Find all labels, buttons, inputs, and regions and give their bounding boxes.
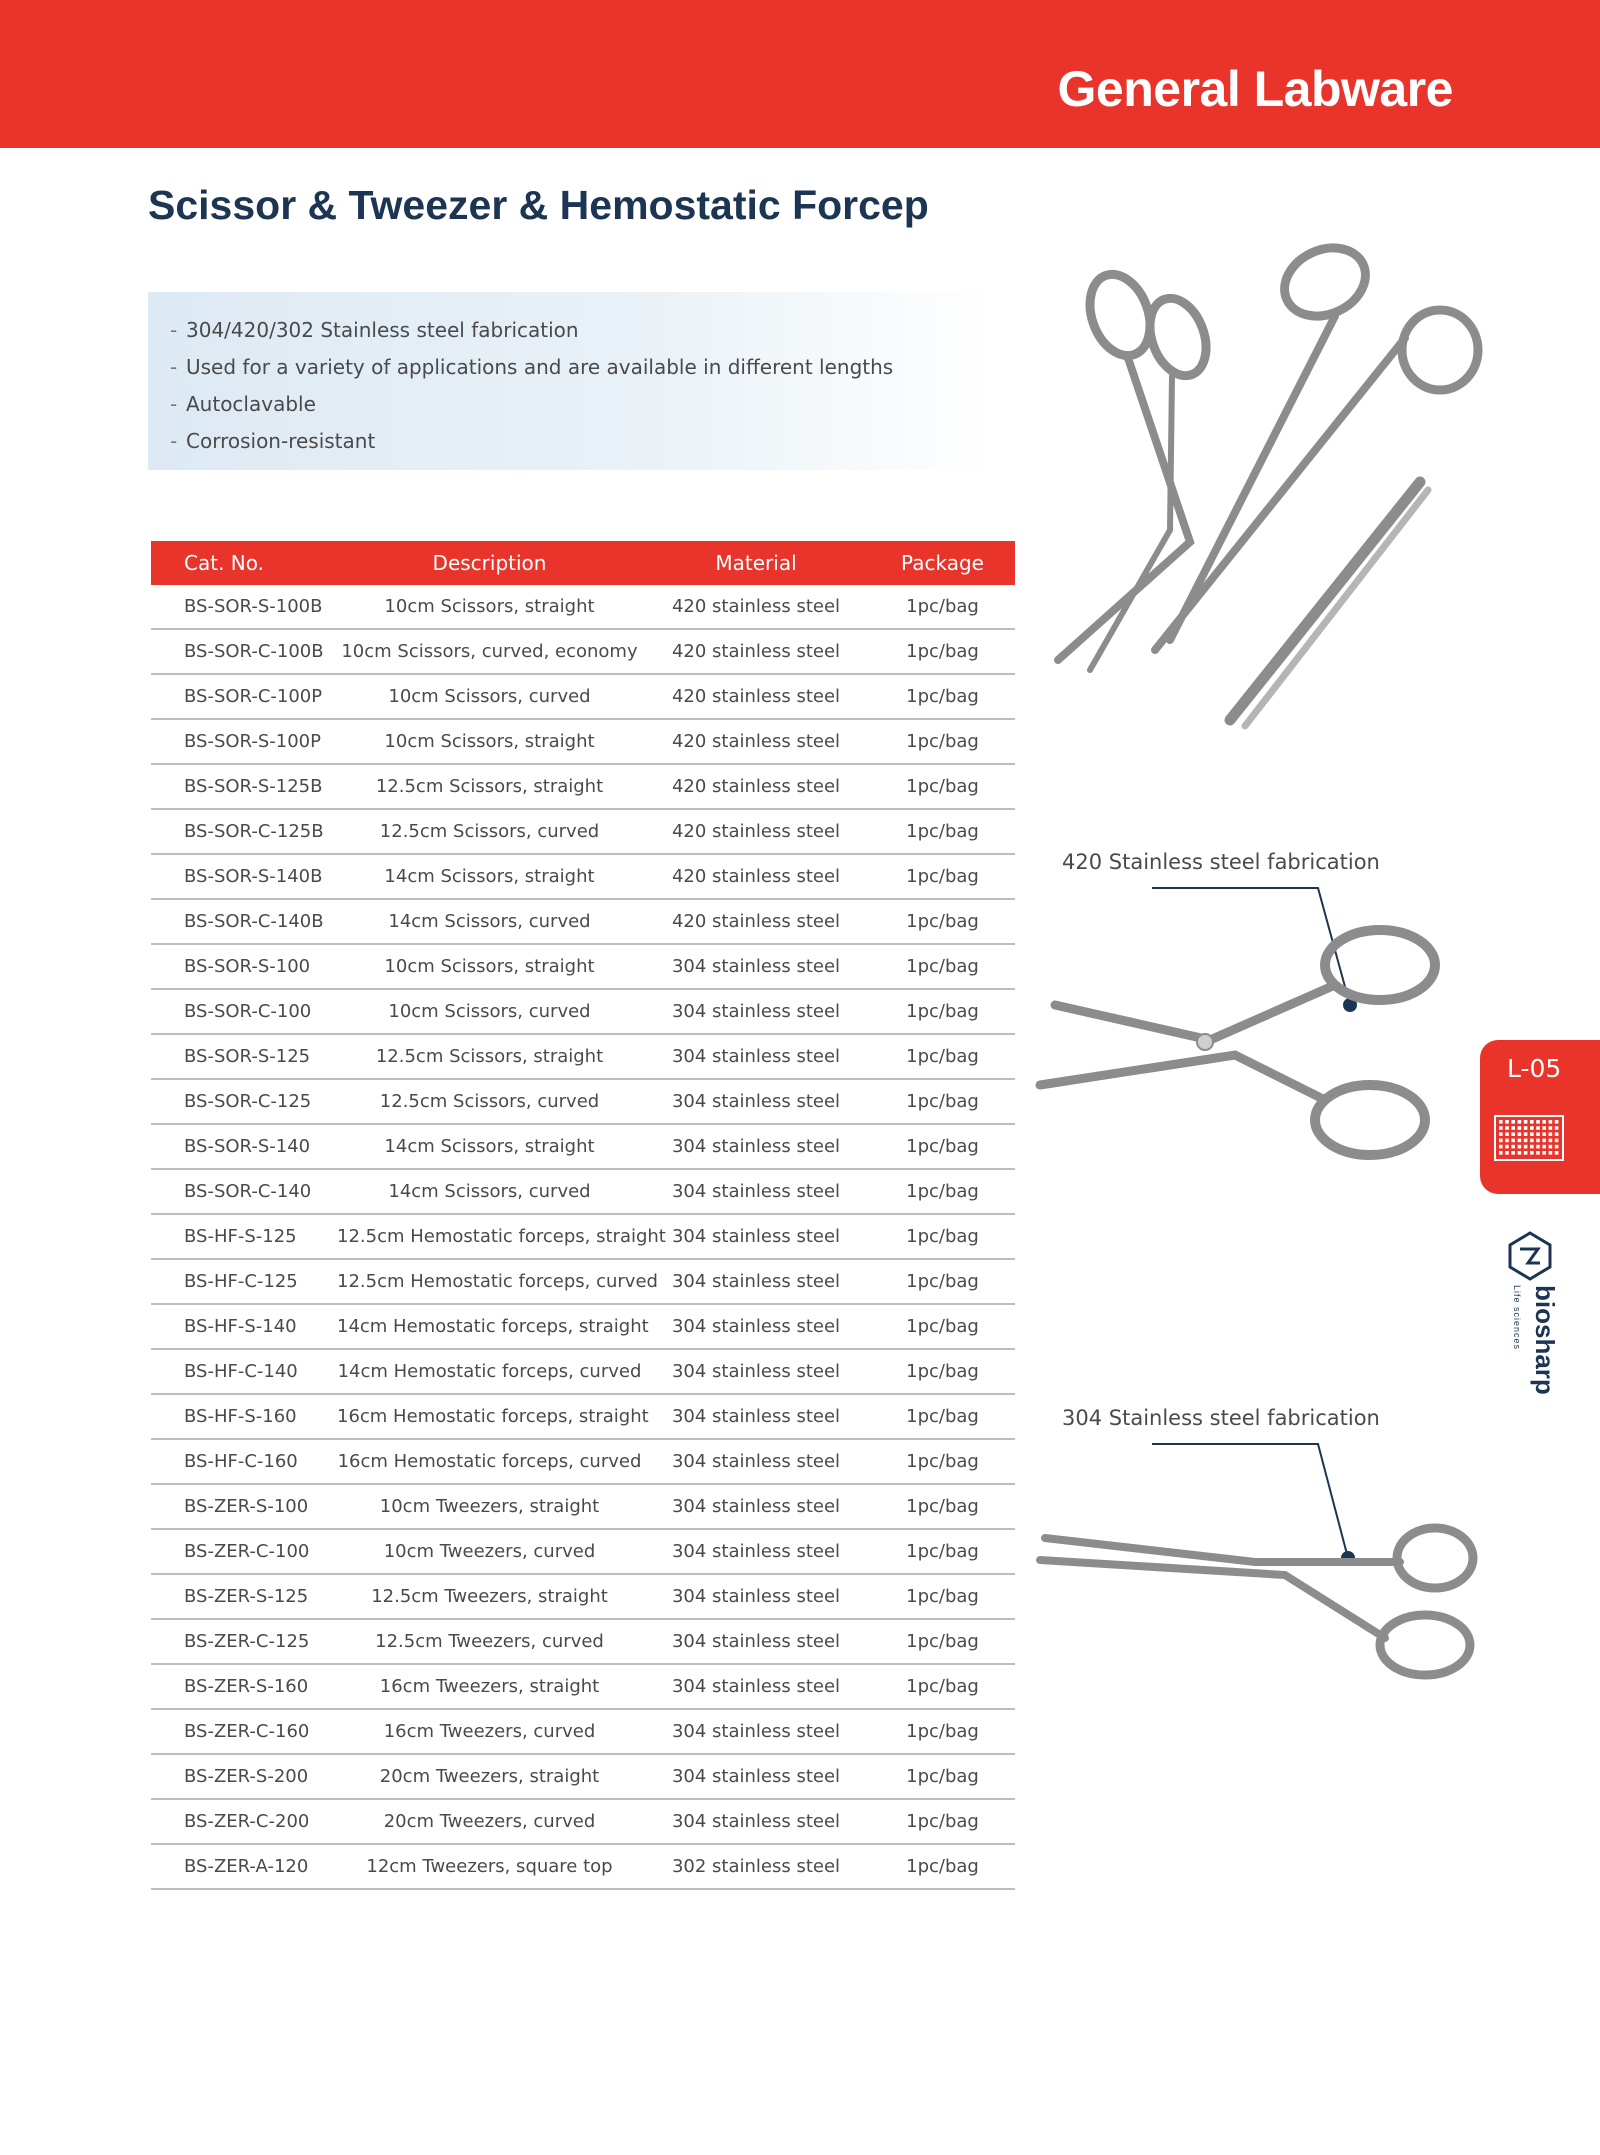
table-row [151, 1079, 1015, 1124]
cell-package: 1pc/bag [870, 1439, 1015, 1484]
table-row [151, 1259, 1015, 1304]
cell-description: 14cm Hemostatic forceps, curved [337, 1349, 642, 1394]
cell-material: 304 stainless steel [642, 1124, 870, 1169]
table-row [151, 899, 1015, 944]
cell-package: 1pc/bag [870, 719, 1015, 764]
table-row [151, 585, 1015, 629]
cell-material: 304 stainless steel [642, 1034, 870, 1079]
cell-description: 20cm Tweezers, curved [337, 1799, 642, 1844]
cell-cat-no: BS-ZER-C-160 [151, 1709, 337, 1754]
table-row [151, 1844, 1015, 1889]
cell-description: 16cm Tweezers, curved [337, 1709, 642, 1754]
cell-package: 1pc/bag [870, 809, 1015, 854]
cell-cat-no: BS-HF-S-125 [151, 1214, 337, 1259]
cell-package: 1pc/bag [870, 1349, 1015, 1394]
feature-list [148, 292, 996, 460]
table-row [151, 1754, 1015, 1799]
table-row [151, 1799, 1015, 1844]
cell-material: 420 stainless steel [642, 764, 870, 809]
col-header-cat-no: Cat. No. [151, 541, 337, 585]
cell-description: 10cm Scissors, curved, economy [337, 629, 642, 674]
cell-material: 304 stainless steel [642, 1214, 870, 1259]
cell-cat-no: BS-SOR-S-100P [151, 719, 337, 764]
cell-description: 20cm Tweezers, straight [337, 1754, 642, 1799]
table-row [151, 1709, 1015, 1754]
grid-icon [1494, 1115, 1564, 1161]
table-row [151, 1484, 1015, 1529]
cell-cat-no: BS-ZER-C-200 [151, 1799, 337, 1844]
cell-cat-no: BS-SOR-C-140 [151, 1169, 337, 1214]
cell-package: 1pc/bag [870, 1079, 1015, 1124]
feature-item: - Corrosion-resistant [170, 429, 376, 453]
col-header-material: Material [642, 541, 870, 585]
table-row [151, 809, 1015, 854]
table-row [151, 1574, 1015, 1619]
cell-description: 10cm Scissors, curved [337, 989, 642, 1034]
cell-material: 304 stainless steel [642, 1304, 870, 1349]
cell-description: 12cm Tweezers, square top [337, 1844, 642, 1889]
cell-cat-no: BS-ZER-A-120 [151, 1844, 337, 1889]
feature-item: - 304/420/302 Stainless steel fabrication [170, 318, 579, 342]
cell-description: 12.5cm Tweezers, curved [337, 1619, 642, 1664]
table-row [151, 719, 1015, 764]
cell-cat-no: BS-HF-S-160 [151, 1394, 337, 1439]
table-row [151, 1439, 1015, 1484]
cell-description: 12.5cm Hemostatic forceps, curved [337, 1259, 642, 1304]
section-tab [1480, 1040, 1600, 1194]
cell-description: 10cm Tweezers, curved [337, 1529, 642, 1574]
cell-material: 304 stainless steel [642, 1079, 870, 1124]
brand-logo [1500, 1225, 1560, 1405]
cell-description: 16cm Hemostatic forceps, curved [337, 1439, 642, 1484]
table-row [151, 989, 1015, 1034]
cell-package: 1pc/bag [870, 764, 1015, 809]
cell-description: 14cm Scissors, straight [337, 854, 642, 899]
cell-material: 420 stainless steel [642, 719, 870, 764]
cell-material: 420 stainless steel [642, 674, 870, 719]
cell-package: 1pc/bag [870, 1169, 1015, 1214]
table-row [151, 1214, 1015, 1259]
cell-package: 1pc/bag [870, 1034, 1015, 1079]
table-row [151, 629, 1015, 674]
cell-package: 1pc/bag [870, 1844, 1015, 1889]
brand-tagline: Life sciences [1512, 1285, 1522, 1351]
cell-package: 1pc/bag [870, 854, 1015, 899]
cell-material: 304 stainless steel [642, 1169, 870, 1214]
cell-cat-no: BS-SOR-S-100 [151, 944, 337, 989]
cell-package: 1pc/bag [870, 1394, 1015, 1439]
cell-cat-no: BS-ZER-C-100 [151, 1529, 337, 1574]
table-row [151, 1529, 1015, 1574]
cell-package: 1pc/bag [870, 944, 1015, 989]
cell-cat-no: BS-SOR-C-100 [151, 989, 337, 1034]
cell-material: 304 stainless steel [642, 1799, 870, 1844]
feature-item: - Autoclavable [170, 392, 316, 416]
cell-package: 1pc/bag [870, 1754, 1015, 1799]
cell-description: 12.5cm Scissors, curved [337, 1079, 642, 1124]
table-row [151, 674, 1015, 719]
cell-material: 304 stainless steel [642, 944, 870, 989]
cell-description: 12.5cm Scissors, straight [337, 764, 642, 809]
cell-description: 10cm Tweezers, straight [337, 1484, 642, 1529]
cell-package: 1pc/bag [870, 899, 1015, 944]
header-band [0, 0, 1600, 148]
cell-cat-no: BS-ZER-C-125 [151, 1619, 337, 1664]
cell-cat-no: BS-HF-S-140 [151, 1304, 337, 1349]
cell-package: 1pc/bag [870, 1259, 1015, 1304]
cell-cat-no: BS-SOR-S-140 [151, 1124, 337, 1169]
features-box [148, 292, 996, 470]
scissors-304-image [1035, 1500, 1485, 1700]
cell-package: 1pc/bag [870, 629, 1015, 674]
cell-description: 14cm Hemostatic forceps, straight [337, 1304, 642, 1349]
cell-description: 12.5cm Hemostatic forceps, straight [337, 1214, 642, 1259]
cell-package: 1pc/bag [870, 1709, 1015, 1754]
section-code: L-05 [1507, 1054, 1562, 1083]
page-title: Scissor & Tweezer & Hemostatic Forcep [148, 182, 929, 228]
cell-material: 304 stainless steel [642, 1394, 870, 1439]
feature-item: - Used for a variety of applications and are available in different lengths [170, 355, 894, 379]
cell-description: 16cm Hemostatic forceps, straight [337, 1394, 642, 1439]
table-row [151, 944, 1015, 989]
cell-material: 304 stainless steel [642, 989, 870, 1034]
cell-material: 420 stainless steel [642, 629, 870, 674]
cell-cat-no: BS-SOR-C-125 [151, 1079, 337, 1124]
col-header-description: Description [337, 541, 642, 585]
product-image-group [1050, 240, 1520, 730]
cell-description: 10cm Scissors, straight [337, 585, 642, 629]
cell-cat-no: BS-SOR-S-125 [151, 1034, 337, 1079]
cell-material: 302 stainless steel [642, 1844, 870, 1889]
table-row [151, 1349, 1015, 1394]
cell-cat-no: BS-HF-C-140 [151, 1349, 337, 1394]
cell-cat-no: BS-ZER-S-125 [151, 1574, 337, 1619]
table-header-row [151, 541, 1015, 585]
table-row [151, 1169, 1015, 1214]
cell-material: 304 stainless steel [642, 1619, 870, 1664]
table-row [151, 1034, 1015, 1079]
cell-description: 12.5cm Scissors, straight [337, 1034, 642, 1079]
cell-material: 420 stainless steel [642, 854, 870, 899]
cell-package: 1pc/bag [870, 585, 1015, 629]
cell-material: 304 stainless steel [642, 1754, 870, 1799]
cell-description: 12.5cm Scissors, curved [337, 809, 642, 854]
cell-package: 1pc/bag [870, 1214, 1015, 1259]
spec-table [151, 541, 1015, 1890]
cell-material: 304 stainless steel [642, 1574, 870, 1619]
cell-material: 304 stainless steel [642, 1484, 870, 1529]
col-header-package: Package [870, 541, 1015, 585]
table-row [151, 764, 1015, 809]
cell-description: 12.5cm Tweezers, straight [337, 1574, 642, 1619]
scissors-420-image [1035, 920, 1475, 1170]
cell-cat-no: BS-ZER-S-200 [151, 1754, 337, 1799]
cell-package: 1pc/bag [870, 1484, 1015, 1529]
cell-material: 304 stainless steel [642, 1529, 870, 1574]
cell-package: 1pc/bag [870, 674, 1015, 719]
cell-cat-no: BS-SOR-C-140B [151, 899, 337, 944]
section-title: General Labware [1057, 61, 1453, 117]
cell-package: 1pc/bag [870, 1799, 1015, 1844]
cell-description: 14cm Scissors, curved [337, 899, 642, 944]
cell-material: 420 stainless steel [642, 899, 870, 944]
callout-304-label: 304 Stainless steel fabrication [1062, 1406, 1380, 1430]
cell-package: 1pc/bag [870, 989, 1015, 1034]
brand-name: biosharp [1530, 1285, 1560, 1395]
table-row [151, 1394, 1015, 1439]
cell-cat-no: BS-SOR-C-100P [151, 674, 337, 719]
table-body [151, 585, 1015, 1889]
cell-package: 1pc/bag [870, 1304, 1015, 1349]
cell-cat-no: BS-ZER-S-160 [151, 1664, 337, 1709]
cell-cat-no: BS-SOR-S-125B [151, 764, 337, 809]
cell-material: 420 stainless steel [642, 585, 870, 629]
cell-description: 10cm Scissors, straight [337, 719, 642, 764]
cell-cat-no: BS-SOR-S-140B [151, 854, 337, 899]
table-row [151, 1304, 1015, 1349]
table-row [151, 1619, 1015, 1664]
cell-material: 304 stainless steel [642, 1349, 870, 1394]
cell-cat-no: BS-HF-C-160 [151, 1439, 337, 1484]
table-row [151, 854, 1015, 899]
cell-description: 14cm Scissors, curved [337, 1169, 642, 1214]
table-row [151, 1664, 1015, 1709]
cell-material: 304 stainless steel [642, 1709, 870, 1754]
cell-material: 420 stainless steel [642, 809, 870, 854]
cell-description: 16cm Tweezers, straight [337, 1664, 642, 1709]
cell-cat-no: BS-ZER-S-100 [151, 1484, 337, 1529]
cell-package: 1pc/bag [870, 1664, 1015, 1709]
cell-cat-no: BS-SOR-C-100B [151, 629, 337, 674]
cell-description: 14cm Scissors, straight [337, 1124, 642, 1169]
cell-cat-no: BS-SOR-C-125B [151, 809, 337, 854]
cell-package: 1pc/bag [870, 1529, 1015, 1574]
cell-cat-no: BS-HF-C-125 [151, 1259, 337, 1304]
table-row [151, 1124, 1015, 1169]
cell-description: 10cm Scissors, straight [337, 944, 642, 989]
cell-package: 1pc/bag [870, 1619, 1015, 1664]
cell-cat-no: BS-SOR-S-100B [151, 585, 337, 629]
cell-package: 1pc/bag [870, 1574, 1015, 1619]
cell-material: 304 stainless steel [642, 1664, 870, 1709]
cell-description: 10cm Scissors, curved [337, 674, 642, 719]
cell-material: 304 stainless steel [642, 1439, 870, 1484]
cell-material: 304 stainless steel [642, 1259, 870, 1304]
callout-420-label: 420 Stainless steel fabrication [1062, 850, 1380, 874]
cell-package: 1pc/bag [870, 1124, 1015, 1169]
